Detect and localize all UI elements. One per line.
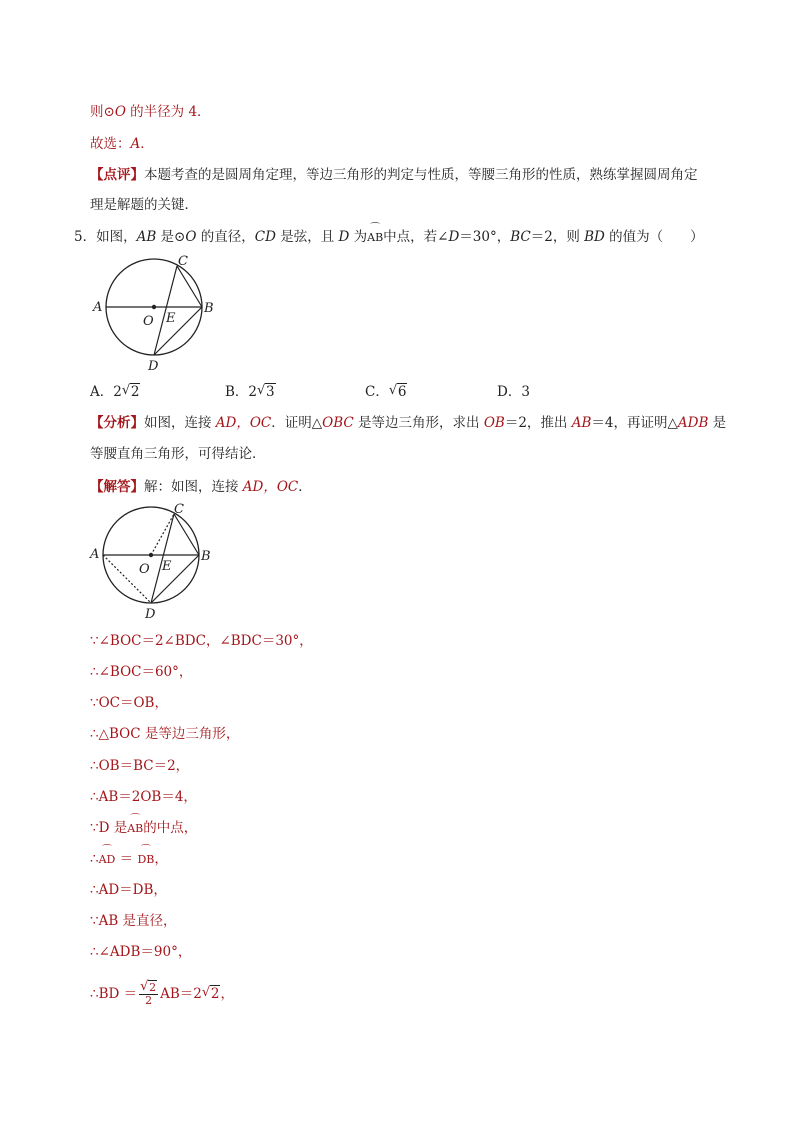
q-s7: D — [338, 229, 350, 245]
an-a: 如图，连接 — [144, 415, 216, 431]
comment-line-2 — [90, 196, 198, 214]
step-10 — [90, 912, 177, 930]
step-12-den: 2 — [145, 994, 153, 1007]
step-7 — [90, 819, 197, 838]
step-3-text: ∵OC＝OB， — [90, 695, 168, 711]
option-b-rad: 3 — [266, 384, 275, 400]
an-h: AB — [571, 415, 592, 431]
choose-post: ． — [140, 136, 154, 152]
sol-intro-a: 解：如图，连接 — [144, 479, 243, 495]
q-s8: 为 — [349, 229, 368, 245]
q-s14: BD — [584, 229, 605, 245]
analysis-text-2: 等腰直角三角形，可得结论． — [90, 446, 266, 462]
an-i: ＝4，再证明△ — [591, 415, 678, 431]
label-o-2: O — [139, 562, 150, 577]
step-7-arc: ⌒ AB — [127, 820, 143, 838]
label-c-2: C — [174, 502, 184, 517]
step-4-text: ∴△BOC 是等边三角形， — [90, 726, 240, 742]
label-b: B — [204, 301, 214, 316]
label-a-2: A — [90, 547, 100, 562]
an-j: ADB — [677, 415, 709, 431]
option-c[interactable] — [365, 383, 407, 401]
step-7-post: 的中点， — [143, 820, 198, 836]
step-8-arc-1: ⌒ AD — [99, 851, 116, 869]
an-e: 是等边三角形，求出 — [353, 415, 484, 431]
step-12-rad: 2 — [210, 986, 220, 1002]
label-c: C — [178, 254, 188, 269]
choose-pre: 故选： — [90, 136, 131, 152]
chord-cb — [177, 266, 202, 307]
sol-intro-c: ． — [298, 479, 312, 495]
radius-line — [90, 103, 211, 121]
label-d: D — [148, 359, 159, 374]
center-point-2 — [149, 553, 153, 557]
analysis-line-1 — [90, 414, 726, 432]
step-10-text: ∵AB 是直径， — [90, 913, 177, 929]
step-11-text: ∴∠ADB＝90°， — [90, 944, 192, 960]
q-s3: O — [185, 229, 197, 245]
label-a: A — [93, 300, 103, 315]
option-a-label: A．2 — [90, 384, 122, 400]
step-8-text: ∴ — [90, 851, 99, 867]
q-s11: ＝30°， — [459, 229, 511, 245]
q-num: 5．如图， — [74, 229, 137, 245]
step-12-post: ， — [220, 986, 234, 1002]
dashed-oc — [151, 514, 174, 555]
option-b-sqrt — [257, 383, 276, 401]
solution-intro — [90, 478, 312, 496]
q-s2: 是⊙ — [156, 229, 186, 245]
choose-line — [90, 135, 154, 153]
step-5 — [90, 757, 189, 775]
step-5-text: ∴OB＝BC＝2， — [90, 758, 190, 774]
step-1 — [90, 632, 313, 650]
question-line — [74, 228, 704, 247]
chord-cb-2 — [174, 514, 199, 555]
q-s4: 的直径， — [196, 229, 255, 245]
an-f: OB — [483, 415, 505, 431]
step-8 — [90, 850, 168, 869]
step-4 — [90, 725, 239, 743]
step-8-arc-2: ⌒ DB — [137, 851, 154, 869]
option-a[interactable] — [90, 383, 140, 401]
option-b-label: B．2 — [225, 384, 258, 400]
sol-intro-b: AD，OC — [242, 479, 299, 495]
step-9-text: ∴AD＝DB， — [90, 882, 167, 898]
q-s12: BC — [510, 229, 531, 245]
an-g: ＝2，推出 — [504, 415, 572, 431]
an-d: OBC — [322, 415, 354, 431]
radius-text-pre: 则⊙ — [90, 104, 115, 120]
option-a-sqrt — [122, 383, 141, 401]
step-6 — [90, 788, 197, 806]
step-2-text: ∴∠BOC＝60°， — [90, 664, 193, 680]
step-1-text: ∵∠BOC＝2∠BDC，∠BDC＝30°， — [90, 633, 313, 649]
analysis-tag: 【分析】 — [90, 415, 144, 431]
solution-tag: 【解答】 — [90, 479, 144, 495]
q-s13: ＝2，则 — [530, 229, 585, 245]
step-6-text: ∴AB＝2OB＝4， — [90, 789, 197, 805]
step-8-post: ， — [154, 851, 168, 867]
step-12-text: ∴BD ＝ — [90, 986, 138, 1002]
an-b: AD，OC — [215, 415, 272, 431]
step-7-text: ∵D 是 — [90, 820, 128, 836]
analysis-line-2 — [90, 445, 266, 463]
option-d[interactable] — [497, 383, 530, 401]
q-s15: 的值为（ ） — [604, 229, 704, 245]
an-c: ．证明△ — [271, 415, 323, 431]
step-3 — [90, 694, 168, 712]
option-d-label: D．3 — [497, 384, 530, 400]
comment-line-1 — [90, 166, 698, 184]
chord-db-2 — [151, 555, 199, 603]
option-c-sqrt — [389, 383, 408, 401]
radius-text-post: 的半径为 4． — [125, 104, 211, 120]
label-o: O — [143, 314, 154, 329]
step-9 — [90, 881, 167, 899]
label-e: E — [166, 311, 176, 326]
q-s10: D — [448, 229, 460, 245]
comment-tag: 【点评】 — [90, 167, 144, 183]
choose-answer: A — [130, 136, 141, 152]
q-s6: 是弦，且 — [275, 229, 339, 245]
comment-text-2: 理是解题的关键． — [90, 197, 198, 213]
radius-text-o: O — [114, 104, 126, 120]
q-arc: ⌒ AB — [367, 229, 383, 247]
option-a-rad: 2 — [130, 384, 140, 400]
step-12-num: 2 — [149, 981, 157, 994]
label-b-2: B — [201, 549, 211, 564]
step-12 — [90, 982, 234, 1007]
an-k: 是 — [708, 415, 727, 431]
figure-question — [88, 250, 228, 375]
q-s1: AB — [136, 229, 157, 245]
step-12-sqrt — [202, 985, 221, 1003]
step-12-fraction — [139, 982, 158, 1007]
step-2 — [90, 663, 192, 681]
option-b[interactable] — [225, 383, 276, 401]
option-c-rad: 6 — [397, 384, 407, 400]
step-12-mid: AB＝2 — [160, 986, 202, 1002]
figure-solution — [88, 500, 228, 625]
label-e-2: E — [162, 559, 172, 574]
q-s5: CD — [254, 229, 276, 245]
option-c-label: C． — [365, 384, 389, 400]
chord-db — [154, 307, 202, 355]
step-8-eq: ＝ — [115, 851, 138, 867]
q-s9: 中点，若∠ — [383, 229, 449, 245]
center-point — [152, 305, 156, 309]
label-d-2: D — [145, 607, 156, 622]
step-11 — [90, 943, 191, 961]
comment-text-1: 本题考查的是圆周角定理，等边三角形的判定与性质，等腰三角形的性质，熟练掌握圆周角定 — [144, 167, 698, 183]
